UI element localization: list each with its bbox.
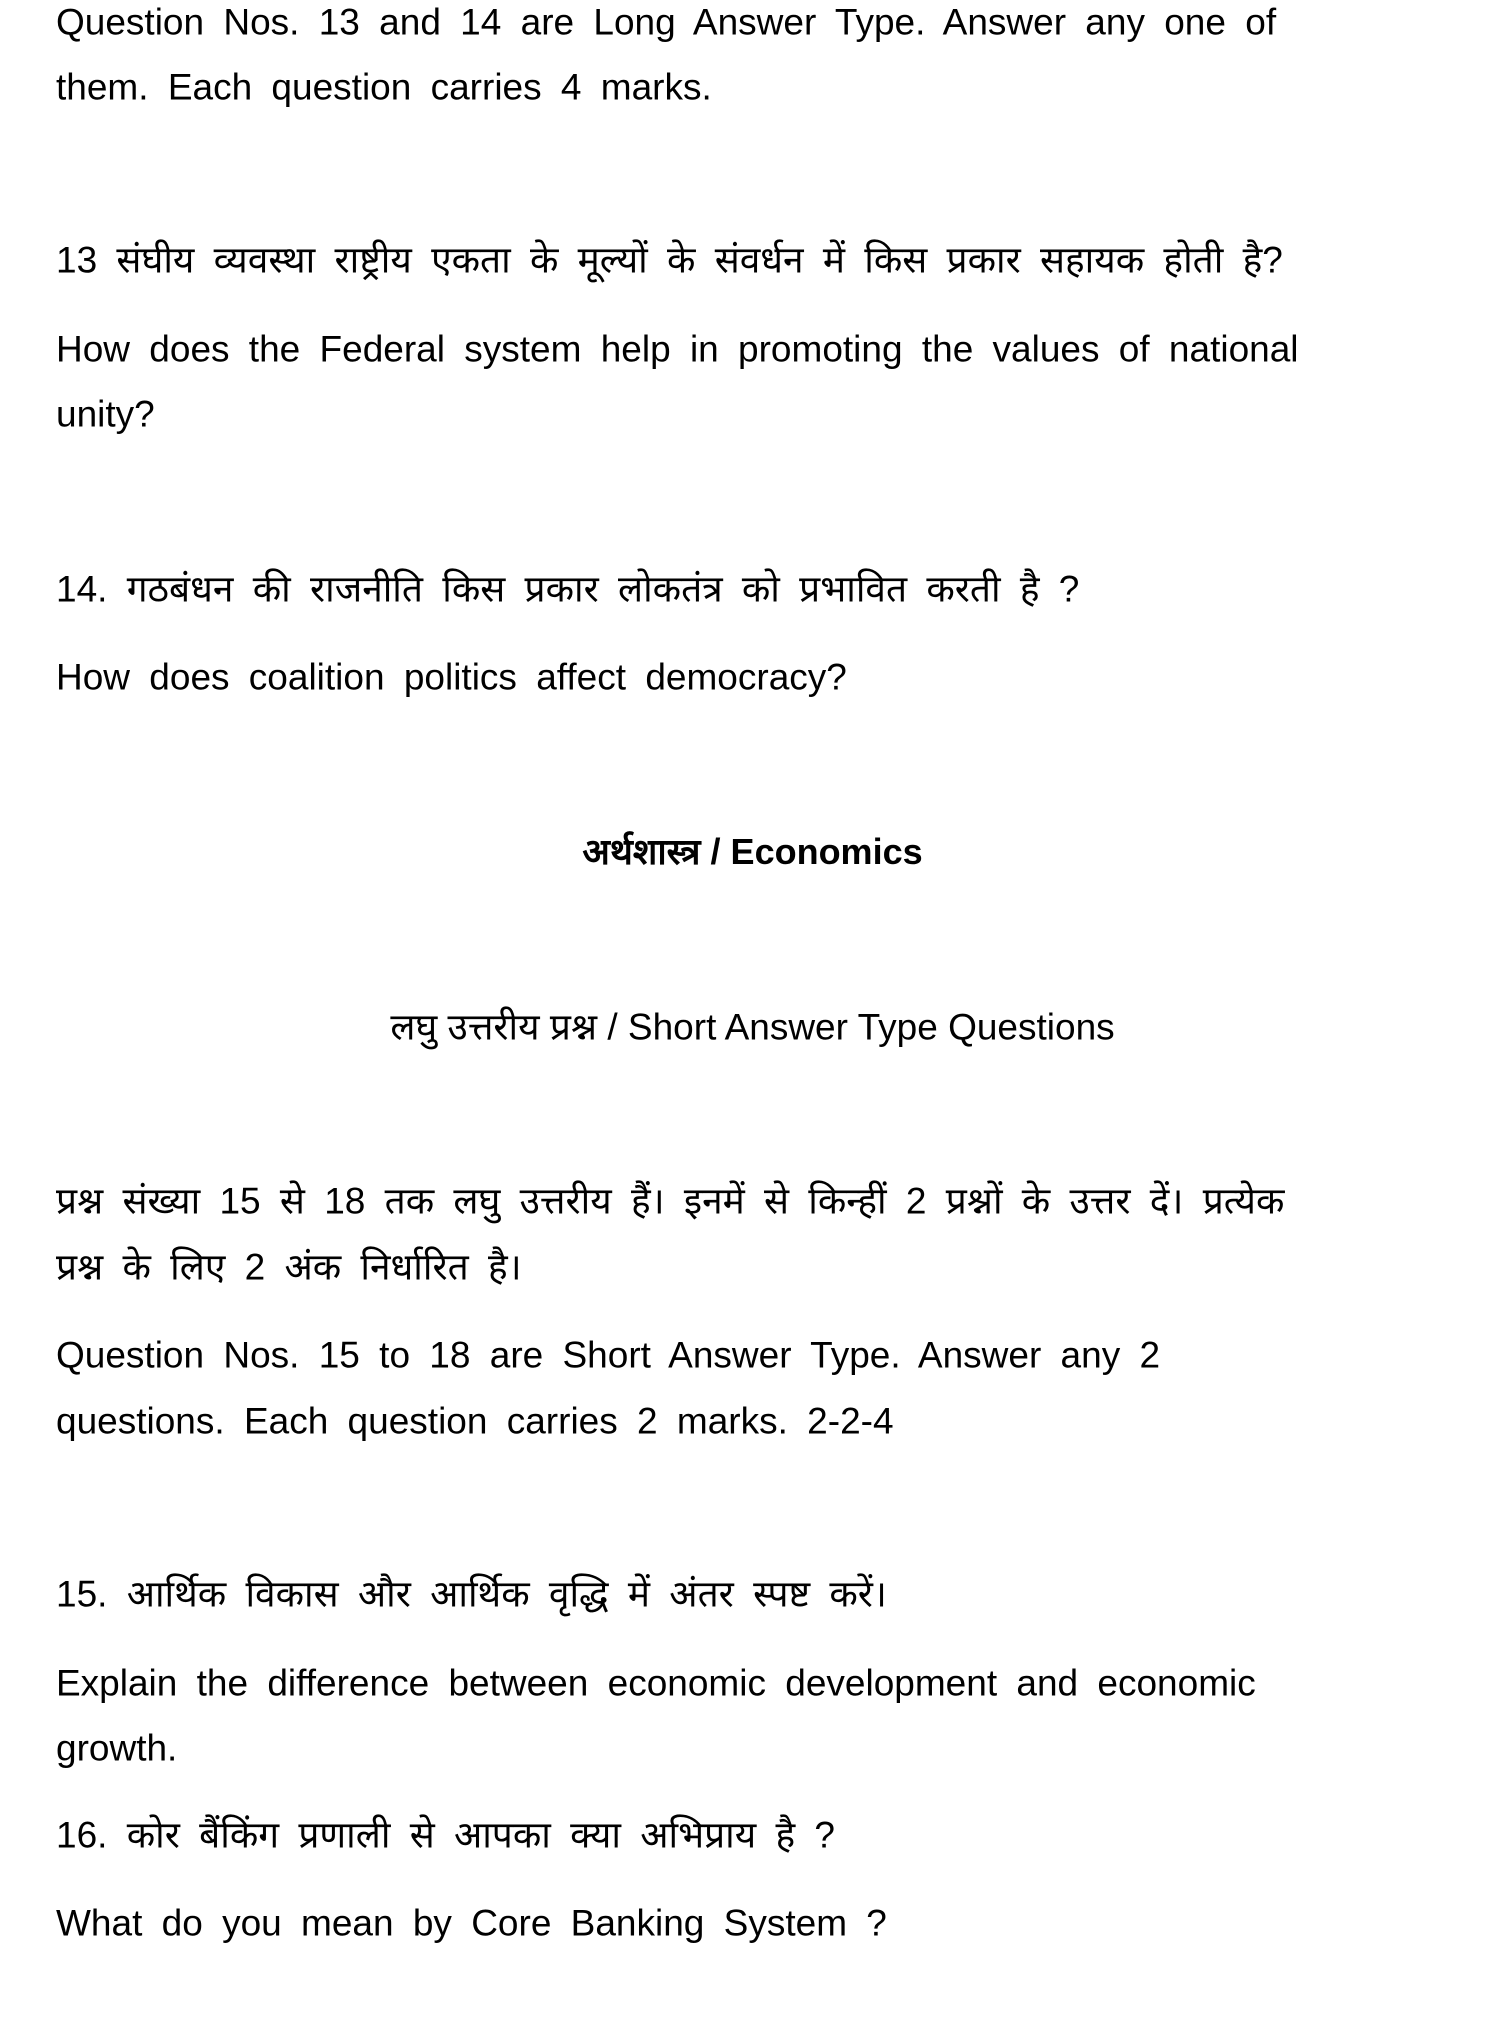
question-english: How does the Federal system help in promoting the values of national: [56, 328, 1299, 370]
question-hindi: 15. आर्थिक विकास और आर्थिक वृद्धि में अंतर स्पष्ट करें।: [56, 1573, 887, 1615]
instruction-english: questions. Each question carries 2 marks. 2-2-4: [56, 1400, 894, 1442]
instruction-line: Question Nos. 13 and 14 are Long Answer Type. Answer any one of: [56, 1, 1277, 43]
instruction-english: Question Nos. 15 to 18 are Short Answer Type. Answer any 2: [56, 1334, 1161, 1376]
instruction-hindi: प्रश्न के लिए 2 अंक निर्धारित है।: [56, 1246, 522, 1288]
instruction-line: them. Each question carries 4 marks.: [56, 66, 712, 108]
instruction-hindi: प्रश्न संख्या 15 से 18 तक लघु उत्तरीय हैं। इनमें से किन्हीं 2 प्रश्नों के उत्तर दें। प्रत्येक: [56, 1180, 1285, 1222]
question-hindi: 13 संघीय व्यवस्था राष्ट्रीय एकता के मूल्यों के संवर्धन में किस प्रकार सहायक होती है?: [56, 239, 1283, 281]
question-english: Explain the difference between economic development and economic: [56, 1662, 1256, 1704]
section-heading: अर्थशास्त्र / Economics: [582, 831, 923, 872]
question-hindi: 14. गठबंधन की राजनीति किस प्रकार लोकतंत्र को प्रभावित करती है ?: [56, 568, 1080, 610]
question-english: growth.: [56, 1727, 178, 1769]
question-english: unity?: [56, 393, 155, 435]
question-english: What do you mean by Core Banking System ?: [56, 1902, 887, 1944]
question-hindi: 16. कोर बैंकिंग प्रणाली से आपका क्या अभिप्राय है ?: [56, 1814, 835, 1856]
subsection-heading: लघु उत्तरीय प्रश्न / Short Answer Type Questions: [390, 1006, 1115, 1048]
question-english: How does coalition politics affect democracy?: [56, 656, 847, 698]
